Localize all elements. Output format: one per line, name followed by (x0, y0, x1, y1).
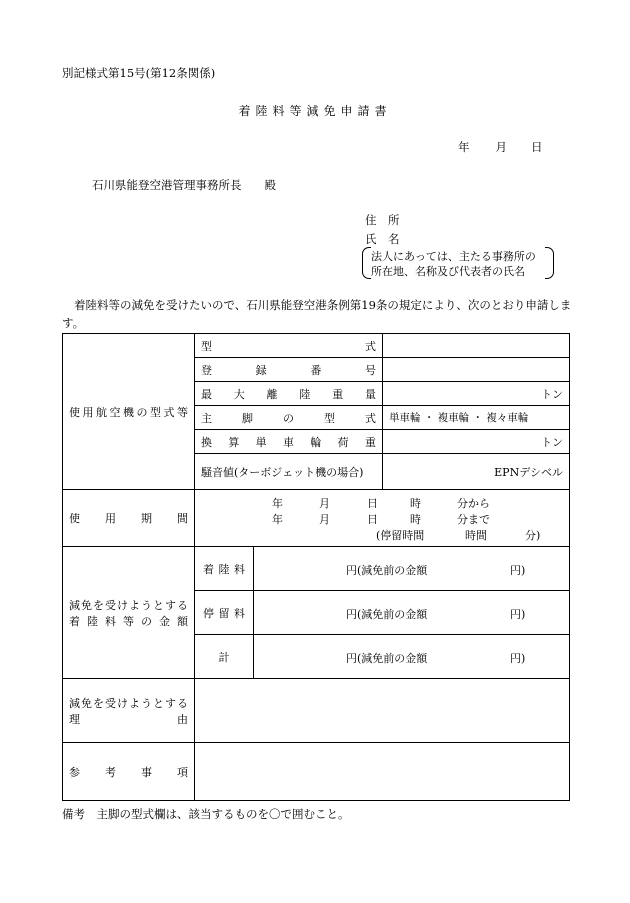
model-input[interactable] (383, 334, 570, 358)
footnote: 備考 主脚の型式欄は、該当するものを〇で囲むこと。 (62, 807, 350, 821)
application-table (62, 333, 570, 801)
eswl-input[interactable]: トン (383, 430, 570, 454)
addressee: 石川県能登空港管理事務所長 殿 (92, 178, 276, 192)
application-statement: 着陸料等の減免を受けたいので、石川県能登空港条例第19条の規定により、次のとおり申請します。 (62, 298, 572, 330)
landing-fee-label: 着陸料 (195, 547, 254, 591)
period-input[interactable]: 年 月 日 時 分から 年 月 日 時 分まで (停留時間 時間 分) (195, 490, 570, 547)
noise-label: 騒音値(ターボジェット機の場合) (195, 454, 383, 490)
name-label: 氏 名 (365, 232, 400, 246)
eswl-label: 換算単車輪荷重 (195, 430, 383, 454)
right-bracket (545, 247, 554, 279)
date-day: 日 (531, 140, 543, 154)
period-header: 使用期間 (63, 490, 195, 547)
left-bracket (362, 247, 371, 279)
form-title: 着陸料等減免申請書 (238, 104, 392, 118)
reason-header: 減免を受けようとする 理由 (63, 679, 195, 743)
mtow-input[interactable]: トン (383, 382, 570, 406)
total-fee-input[interactable]: 円(減免前の金額 円) (254, 635, 570, 679)
parking-fee-input[interactable]: 円(減免前の金額 円) (254, 591, 570, 635)
fees-header: 減免を受けようとする 着陸料等の金額 (63, 547, 195, 679)
corporate-note (362, 247, 554, 279)
registration-input[interactable] (383, 358, 570, 382)
date-month: 月 (495, 140, 507, 154)
landing-fee-input[interactable]: 円(減免前の金額 円) (254, 547, 570, 591)
corporate-note-line1: 法人にあっては、主たる事務所の (371, 250, 536, 263)
noise-input[interactable]: EPNデシベル (383, 454, 570, 490)
address-label: 住 所 (365, 213, 400, 227)
corporate-note-line2: 所在地、名称及び代表者の氏名 (371, 265, 525, 278)
form-number: 別記様式第15号(第12条関係) (62, 66, 216, 80)
total-fee-label: 計 (195, 635, 254, 679)
reason-input[interactable] (195, 679, 570, 743)
date-field[interactable] (458, 139, 543, 155)
remarks-header: 参考事項 (63, 743, 195, 801)
registration-label: 登録番号 (195, 358, 383, 382)
date-year: 年 (458, 140, 470, 154)
gear-label: 主脚の型式 (195, 406, 383, 430)
model-label: 型式 (195, 334, 383, 358)
remarks-input[interactable] (195, 743, 570, 801)
gear-options[interactable]: 単車輪 ・ 複車輪 ・ 複々車輪 (383, 406, 570, 430)
parking-fee-label: 停留料 (195, 591, 254, 635)
mtow-label: 最大離陸重量 (195, 382, 383, 406)
aircraft-header: 使用航空機の型式等 (63, 334, 195, 490)
